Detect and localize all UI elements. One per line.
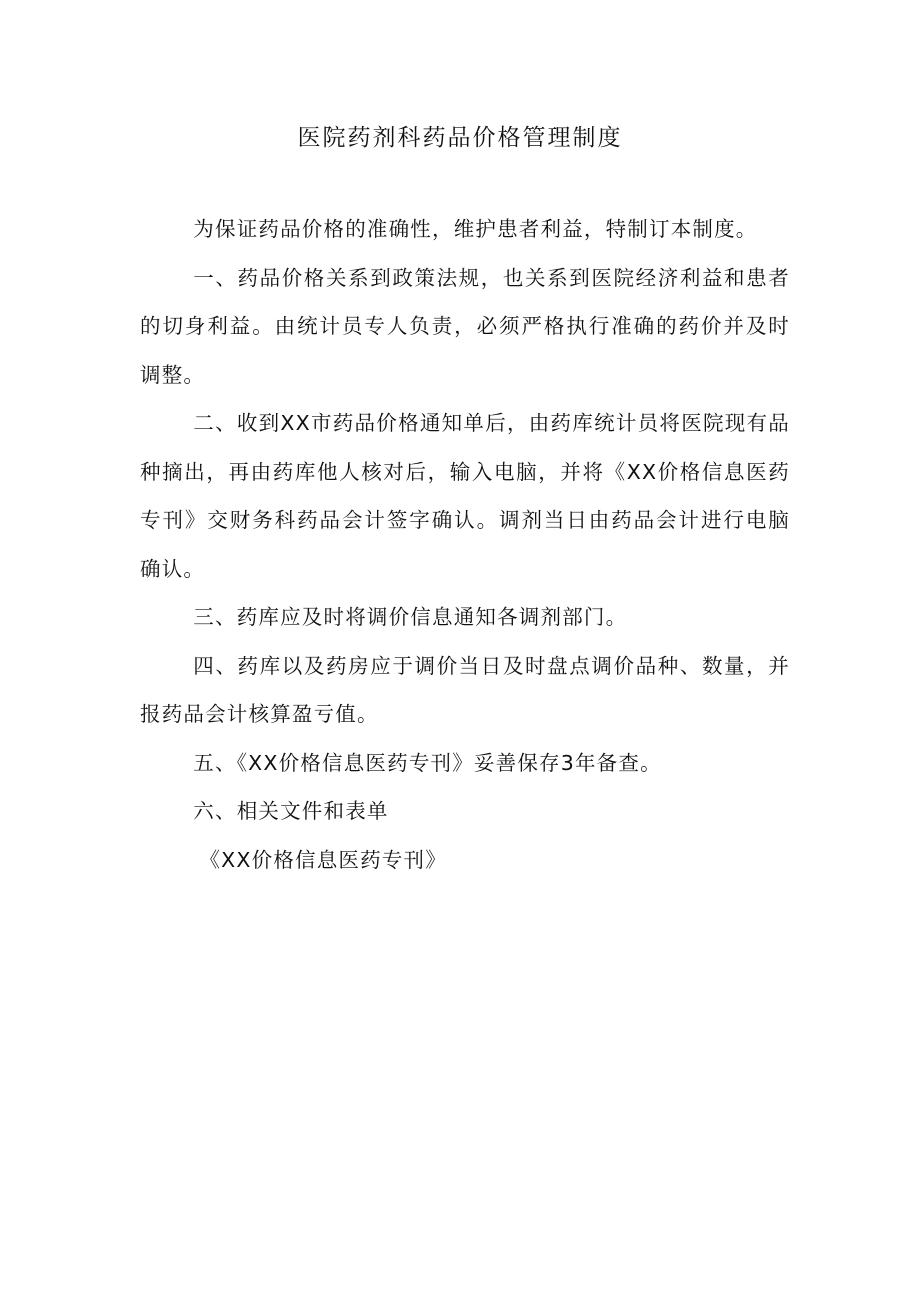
paragraph-item-2: 二、收到XX市药品价格通知单后，由药库统计员将医院现有品种摘出，再由药库他人核对后，输入电脑，并将《XX价格信息医药专刊》交财务科药品会计签字确认。调剂当日由药品会计进行电脑确认。: [140, 411, 790, 581]
document-title: 医院药剂科药品价格管理制度: [297, 125, 623, 151]
paragraph-intro: 为保证药品价格的准确性，维护患者利益，特制订本制度。: [193, 217, 758, 241]
document-body: [140, 205, 790, 884]
paragraph-item-6: 六、相关文件和表单: [193, 799, 389, 823]
paragraph-item-3: 三、药库应及时将调价信息通知各调剂部门。: [193, 605, 628, 629]
paragraph-item-4: 四、药库以及药房应于调价当日及时盘点调价品种、数量，并报药品会计核算盈亏值。: [140, 653, 790, 726]
paragraph-item-1: 一、药品价格关系到政策法规，也关系到医院经济利益和患者的切身利益。由统计员专人负责，必须严格执行准确的药价并及时调整。: [140, 265, 790, 387]
paragraph-item-5: 五、《XX价格信息医药专刊》妥善保存3年备查。: [193, 750, 662, 775]
related-document-reference: 《XX价格信息医药专刊》: [199, 847, 447, 872]
